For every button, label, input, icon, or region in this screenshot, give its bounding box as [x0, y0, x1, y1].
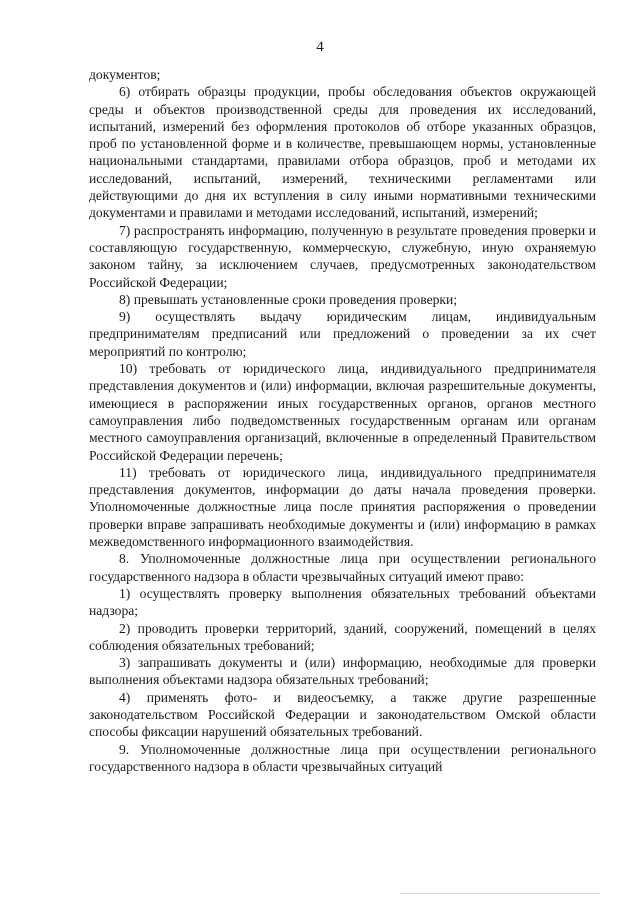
paragraph-section-8: 8. Уполномоченные должностные лица при осуществлении регионального государственного надзора в области чрезвычайных ситуаций имеют право:: [89, 551, 596, 584]
document-body: [89, 66, 596, 775]
paragraph-right-2: 2) проводить проверки территорий, зданий, сооружений, помещений в целях соблюдения обязательных требований;: [89, 620, 596, 653]
paragraph-section-9: 9. Уполномоченные должностные лица при осуществлении регионального государственного надзора в области чрезвычайных ситуаций: [89, 741, 596, 774]
page-number: 4: [316, 39, 324, 55]
paragraph-right-3: 3) запрашивать документы и (или) информацию, необходимые для проверки выполнения объектами надзора обязательных требований;: [89, 655, 596, 688]
paragraph-item-8: 8) превышать установленные сроки проведения проверки;: [119, 291, 458, 307]
paragraph-item-9: 9) осуществлять выдачу юридическим лицам, индивидуальным предпринимателям предписаний или предложений о проведении за их счет мероприятий по контролю;: [89, 309, 596, 359]
paragraph-right-1: 1) осуществлять проверку выполнения обязательных требований объектами надзора;: [89, 585, 596, 619]
paragraph-item-6: 6) отбирать образцы продукции, пробы обследования объектов окружающей среды и объектов производственной среды для проведения их исследований, испытаний, измерений без оформления протоколов об отборе указанных образцов, проб по установленной форме и в количестве, превышающем нормы, установленные национальными стандартами, правилами отбора образцов, проб и методами их исследований, испытаний, измерений, техническими регламентами или действующими до дня их вступления в силу иными нормативными техническими документами и правилами и методами исследований, испытаний, измерений;: [89, 84, 596, 221]
paragraph-item-11: 11) требовать от юридического лица, индивидуального предпринимателя представления документов, информации до даты начала проведения проверки. Уполномоченные должностные лица после принятия распоряжения о проведении проверки вправе запрашивать необходимые документы и (или) информацию в рамках межведомственного информационного взаимодействия.: [89, 464, 596, 550]
paragraph-item-7: 7) распространять информацию, полученную в результате проведения проверки и составляющую государственную, коммерческую, служебную, иную охраняемую законом тайну, за исключением случаев, предусмотренных законодательством Российской Федерации;: [89, 222, 596, 290]
paragraph-right-4: 4) применять фото- и видеосъемку, а также другие разрешенные законодательством Российской Федерации и законодательством Омской области способы фиксации нарушений обязательных требований.: [89, 689, 596, 740]
scan-edge-line: [400, 893, 600, 894]
paragraph-continuation: документов;: [89, 67, 161, 82]
paragraph-item-10: 10) требовать от юридического лица, индивидуального предпринимателя представления документов и (или) информации, включая разрешительные документы, имеющиеся в распоряжении иных государственных органов, органов местного самоуправления либо подведомственных государственным органам или органам местного самоуправления организаций, включенные в определенный Правительством Российской Федерации перечень;: [89, 361, 596, 463]
